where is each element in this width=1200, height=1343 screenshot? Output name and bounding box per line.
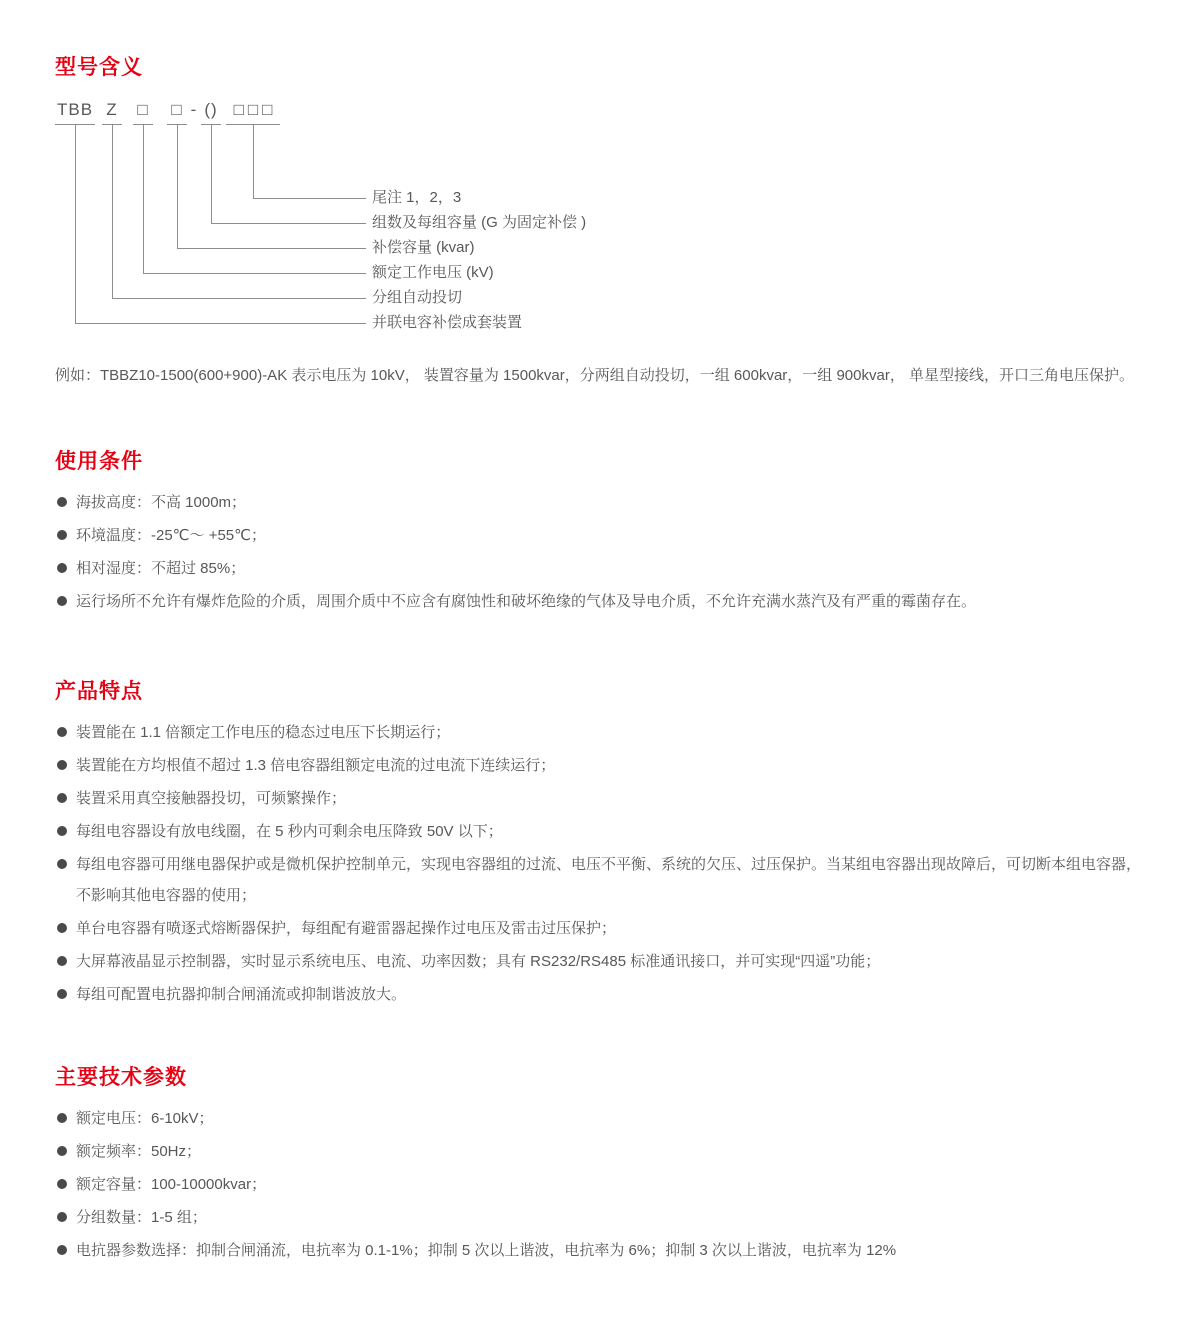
- feature-item: [55, 913, 1145, 944]
- bullet-icon: [57, 1146, 67, 1156]
- leader-hline: [143, 273, 366, 274]
- param-item-text: 额定容量：100-10000kvar；: [76, 1176, 267, 1193]
- usage-list: [55, 487, 1145, 617]
- section-title-usage-conditions: 使用条件: [55, 450, 143, 473]
- feature-item: [55, 849, 1145, 911]
- bullet-icon: [57, 530, 67, 540]
- model-part-voltage-box: □: [137, 100, 149, 119]
- usage-item: [55, 553, 1145, 584]
- feature-item: [55, 750, 1145, 781]
- bullet-icon: [57, 1245, 67, 1255]
- feature-item: [55, 717, 1145, 748]
- model-label-groups: 组数及每组容量 (G 为固定补偿 ): [372, 214, 587, 231]
- bullet-icon: [57, 497, 67, 507]
- bullet-icon: [57, 793, 67, 803]
- feature-item-text: 大屏幕液晶显示控制器，实时显示系统电压、电流、功率因数；具有 RS232/RS485 标准通讯接口，并可实现“四遥”功能；: [76, 953, 881, 970]
- feature-item: [55, 783, 1145, 814]
- leader-vline: [112, 125, 113, 298]
- leader-hline: [253, 198, 366, 199]
- features-list: [55, 717, 1145, 1010]
- usage-item-text: 环境温度：-25℃～ +55℃；: [76, 527, 266, 544]
- param-item: [55, 1235, 1145, 1266]
- leader-hline: [177, 248, 366, 249]
- leader-hline: [75, 323, 366, 324]
- bullet-icon: [57, 760, 67, 770]
- usage-item: [55, 520, 1145, 551]
- bullet-icon: [57, 826, 67, 836]
- model-part-series: TBB: [56, 100, 94, 119]
- model-part-capacity-box: □: [171, 100, 183, 119]
- feature-item: [55, 816, 1145, 847]
- param-item: [55, 1136, 1145, 1167]
- feature-item-text: 装置能在方均根值不超过 1.3 倍电容器组额定电流的过电流下连续运行；: [76, 757, 556, 774]
- bullet-icon: [57, 989, 67, 999]
- section-title-product-features: 产品特点: [55, 680, 143, 703]
- feature-item-text: 装置能在 1.1 倍额定工作电压的稳态过电压下长期运行；: [76, 724, 451, 741]
- param-item-text: 额定频率：50Hz；: [76, 1143, 202, 1160]
- feature-item: [55, 946, 1145, 977]
- usage-item: [55, 487, 1145, 518]
- param-item: [55, 1103, 1145, 1134]
- bullet-icon: [57, 956, 67, 966]
- leader-vline: [143, 125, 144, 273]
- usage-item-text: 相对湿度：不超过 85%；: [76, 560, 246, 577]
- feature-item-text: 每组电容器可用继电器保护或是微机保护控制单元，实现电容器组的过流、电压不平衡、系统的欠压、过压保护。当某组电容器出现故障后，可切断本组电容器，不影响其他电容器的使用；: [76, 856, 1142, 904]
- param-item-text: 分组数量：1-5 组；: [76, 1209, 207, 1226]
- model-label-switching: 分组自动投切: [372, 289, 463, 306]
- usage-item-text: 海拔高度：不高 1000m；: [76, 494, 247, 511]
- model-label-capacity: 补偿容量 (kvar): [372, 239, 475, 256]
- usage-item: [55, 586, 1145, 617]
- model-label-suffix: 尾注 1，2，3: [372, 189, 462, 206]
- feature-item-text: 装置采用真空接触器投切，可频繁操作；: [76, 790, 347, 807]
- leader-vline: [177, 125, 178, 248]
- model-part-suffix-boxes: □□□: [233, 100, 277, 119]
- feature-item-text: 每组电容器设有放电线圈，在 5 秒内可剩余电压降致 50V 以下；: [76, 823, 503, 840]
- params-list: [55, 1103, 1145, 1266]
- model-label-device: 并联电容补偿成套装置: [372, 314, 523, 331]
- model-label-voltage: 额定工作电压 (kV): [372, 264, 494, 281]
- bullet-icon: [57, 1113, 67, 1123]
- section-title-model-meaning: 型号含义: [55, 56, 143, 79]
- bullet-icon: [57, 1179, 67, 1189]
- bullet-icon: [57, 923, 67, 933]
- model-part-dash: -: [190, 100, 198, 119]
- bullet-icon: [57, 727, 67, 737]
- usage-item-text: 运行场所不允许有爆炸危险的介质，周围介质中不应含有腐蚀性和破坏绝缘的气体及导电介质，不允许充满水蒸汽及有严重的霉菌存在。: [76, 593, 977, 610]
- section-title-technical-params: 主要技术参数: [55, 1066, 187, 1089]
- bullet-icon: [57, 1212, 67, 1222]
- leader-vline: [75, 125, 76, 323]
- leader-vline: [253, 125, 254, 198]
- model-example-text: 例如：TBBZ10-1500(600+900)-AK 表示电压为 10kV， 装置容量为 1500kvar，分两组自动投切，一组 600kvar，一组 900kvar， 单星型接线，开口三角电压保护。: [55, 367, 1134, 384]
- feature-item: [55, 979, 1145, 1010]
- bullet-icon: [57, 859, 67, 869]
- bullet-icon: [57, 596, 67, 606]
- model-code-diagram: [55, 99, 1145, 333]
- param-item: [55, 1169, 1145, 1200]
- model-part-parens: (): [204, 100, 218, 119]
- leader-hline: [211, 223, 366, 224]
- leader-hline: [112, 298, 366, 299]
- feature-item-text: 每组可配置电抗器抑制合闸涌流或抑制谐波放大。: [76, 986, 407, 1003]
- feature-item-text: 单台电容器有喷逐式熔断器保护，每组配有避雷器起操作过电压及雷击过压保护；: [76, 920, 617, 937]
- bullet-icon: [57, 563, 67, 573]
- param-item-text: 额定电压：6-10kV；: [76, 1110, 214, 1127]
- model-part-auto: Z: [106, 100, 118, 119]
- param-item-text: 电抗器参数选择：抑制合闸涌流，电抗率为 0.1-1%；抑制 5 次以上谐波，电抗率为 6%；抑制 3 次以上谐波，电抗率为 12%: [76, 1242, 897, 1259]
- leader-vline: [211, 125, 212, 223]
- param-item: [55, 1202, 1145, 1233]
